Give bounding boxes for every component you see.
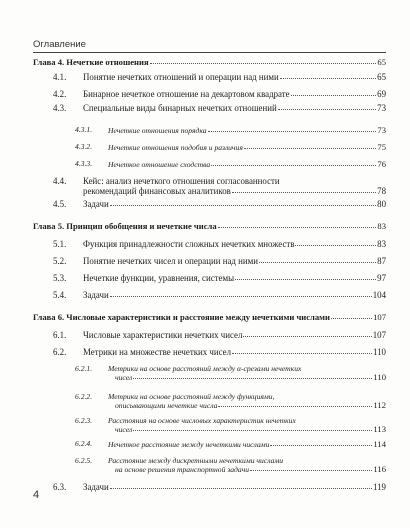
toc-page-number: 119 <box>373 482 386 492</box>
toc-entry-number: 6.2.5. <box>75 456 93 465</box>
toc-page-number: 80 <box>377 199 386 209</box>
toc-leader-dots <box>208 131 377 132</box>
toc-entry-title-line: Кейс: анализ нечеткого отношения согласованности <box>83 176 280 186</box>
toc-entry-title: Глава 5. Принцип обобщения и нечеткие числа <box>33 221 217 231</box>
toc-entry-number: 5.4. <box>53 290 67 300</box>
toc-page-number: 75 <box>377 142 386 152</box>
toc-entry-number: 4.1. <box>53 72 67 82</box>
toc-entry-title-line: чисел <box>115 373 133 382</box>
toc-page-number: 65 <box>377 72 386 82</box>
toc-leader-dots <box>235 279 376 280</box>
toc-page-number: 65 <box>377 57 386 67</box>
toc-leader-dots <box>244 148 377 149</box>
toc-page-number: 116 <box>373 464 386 474</box>
toc-page-number: 107 <box>373 312 386 322</box>
toc-entry-title-line: Метрики на основе расстояний между α-срезами нечетких <box>108 364 302 373</box>
toc-entry-title: Задачи <box>83 482 109 492</box>
toc-leader-dots <box>218 227 377 228</box>
toc-page-number: 83 <box>377 221 386 231</box>
toc-entry-number: 6.1. <box>53 330 67 340</box>
toc-leader-dots <box>110 205 376 206</box>
toc-entry-number: 5.2. <box>53 256 67 266</box>
page-number: 4 <box>33 489 40 501</box>
toc-page-number: 110 <box>373 372 386 382</box>
running-header: Оглавление <box>33 39 86 50</box>
toc-leader-dots <box>211 165 376 166</box>
toc-page-number: 78 <box>377 186 386 196</box>
toc-entry-number: 6.3. <box>53 482 67 492</box>
toc-entry-title-line: Расстояние между дискретными нечеткими числами <box>108 456 284 465</box>
toc-entry-title-line: описывающими нечеткие числа <box>115 401 218 410</box>
toc-entry-title: Глава 6. Числовые характеристики и расстояние между нечеткими числами <box>33 312 330 322</box>
toc-entry-number: 4.3.3. <box>75 159 93 168</box>
toc-entry-number: 6.2.2. <box>75 392 93 401</box>
toc-page-number: 104 <box>372 290 386 300</box>
toc-leader-dots <box>295 245 376 246</box>
toc-entry-title: Нечеткое отношение сходства <box>108 160 211 169</box>
toc-page-number: 97 <box>377 273 386 283</box>
toc-entry-title: Функция принадлежности сложных нечетких множеств <box>83 239 295 249</box>
toc-entry-title: Понятие нечетких чисел и операции над ними <box>83 256 259 266</box>
toc-entry-title-line: рекомендаций финансовых аналитиков <box>83 186 231 196</box>
toc-entry-title-line: Расстояния на основе числовых характеристик нечетких <box>108 416 296 425</box>
toc-entry-title: Числовые характеристики нечетких чисел <box>83 330 243 340</box>
toc-page-number: 110 <box>373 347 386 357</box>
toc-entry-title: Нечеткие функции, уравнения, системы <box>83 273 235 283</box>
toc-entry-number: 4.5. <box>53 199 67 209</box>
toc-entry-title: Задачи <box>83 199 109 209</box>
toc-entry-number: 5.3. <box>53 273 67 283</box>
toc-entry-title: Нечеткое расстояние между нечеткими числами <box>108 440 270 449</box>
toc-page-number: 83 <box>377 239 386 249</box>
toc-entry-title-line: Метрики на основе расстояний между функциями, <box>108 392 275 401</box>
toc-entry-title: Бинарное нечеткое отношение на декартовом квадрате <box>83 89 290 99</box>
toc-entry-title: Глава 4. Нечеткие отношения <box>33 57 149 67</box>
toc-page-number: 112 <box>373 400 386 410</box>
toc-page-number: 73 <box>377 103 386 113</box>
toc-entry-title: Понятие нечетких отношений и операции над ними <box>83 72 279 82</box>
toc-entry-number: 4.3.2. <box>75 142 93 151</box>
toc-page-number: 73 <box>377 125 386 135</box>
toc-entry-number: 6.2.4. <box>75 439 93 448</box>
toc-leader-dots <box>150 63 377 64</box>
toc-entry-number: 4.3. <box>53 103 67 113</box>
toc-entry-title-line: чисел <box>115 425 133 434</box>
toc-entry-number: 4.3.1. <box>75 125 93 134</box>
toc-entry-title: Специальные виды бинарных нечетких отношений <box>83 103 277 113</box>
toc-leader-dots <box>280 78 376 79</box>
toc-page-number: 87 <box>377 256 386 266</box>
toc-entry-number: 6.2.1. <box>75 364 93 373</box>
toc-entry-number: 5.1. <box>53 239 67 249</box>
toc-entry-title: Метрики на множестве нечетких чисел <box>83 347 232 357</box>
toc-entry-title: Задачи <box>83 290 109 300</box>
toc-entry-title: Нечеткие отношения порядка <box>108 126 207 135</box>
toc-entry-title: Нечеткие отношения подобия и различия <box>108 143 243 152</box>
toc-leader-dots <box>250 470 372 471</box>
toc-leader-dots <box>133 378 372 379</box>
toc-entry-number: 4.4. <box>53 176 67 186</box>
toc-entry-title-line: на основе решения транспортной задачи <box>115 465 249 474</box>
toc-page-number: 113 <box>373 424 386 434</box>
toc-leader-dots <box>133 430 372 431</box>
toc-entry-number: 6.2. <box>53 347 67 357</box>
toc-leader-dots <box>291 95 377 96</box>
toc-leader-dots <box>218 406 372 407</box>
toc-leader-dots <box>232 192 376 193</box>
header-rule <box>33 52 386 53</box>
toc-page-number: 114 <box>373 439 386 449</box>
toc-page-number: 76 <box>377 159 386 169</box>
toc-entry-number: 6.2.3. <box>75 416 93 425</box>
toc-entry-number: 4.2. <box>53 89 67 99</box>
toc-leader-dots <box>259 262 376 263</box>
toc-leader-dots <box>243 336 371 337</box>
toc-leader-dots <box>110 296 372 297</box>
toc-page-number: 69 <box>377 89 386 99</box>
toc-page-number: 107 <box>372 330 386 340</box>
toc-leader-dots <box>278 109 376 110</box>
toc-leader-dots <box>232 353 372 354</box>
toc-leader-dots <box>331 318 372 319</box>
toc-leader-dots <box>110 488 372 489</box>
toc-leader-dots <box>270 445 372 446</box>
